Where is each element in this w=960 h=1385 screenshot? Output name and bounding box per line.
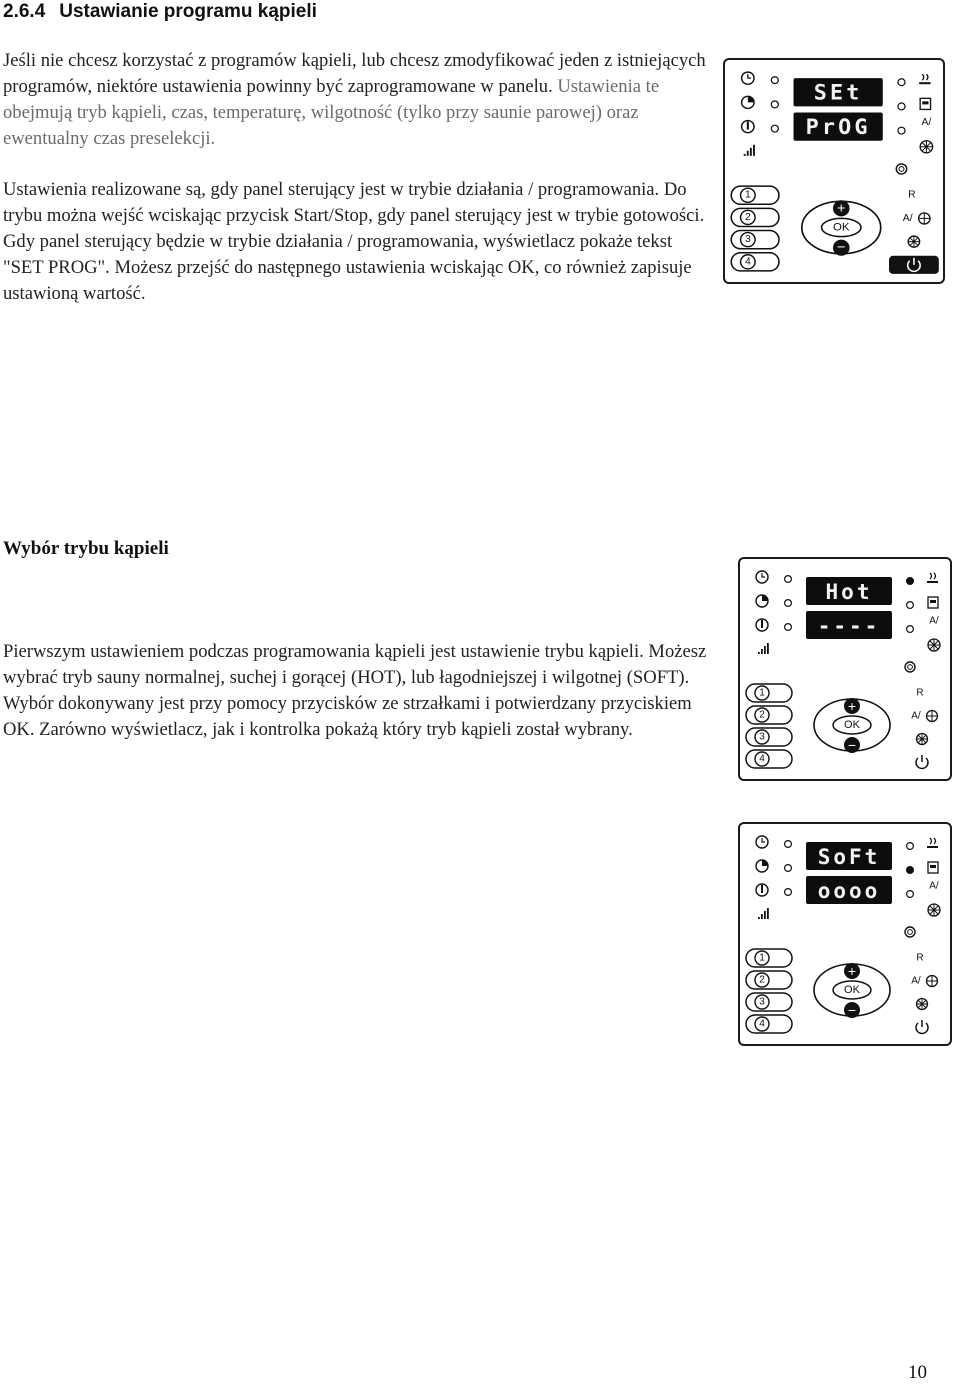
power-icon [916,755,928,768]
mode-led [907,843,914,850]
auto-label: A/ [929,880,939,892]
lcd-bottom-text: oooo [817,879,881,903]
auto-label: A/ [921,117,932,128]
power-icon [916,1020,928,1033]
plus-label: + [847,698,857,714]
section-title: Ustawianie programu kąpieli [59,1,317,22]
program-button-label: 1 [759,952,765,964]
fan-icon [927,711,938,722]
program-button-2[interactable] [746,706,792,724]
ok-button[interactable] [833,981,871,999]
section-heading [3,0,317,24]
mode-led [907,867,914,874]
plus-button[interactable] [833,200,850,216]
mode-led [898,127,905,134]
thermometer-icon [742,121,754,133]
reset-button[interactable] [908,190,915,201]
mode-led [907,891,914,898]
program-button-label: 2 [759,974,765,986]
minus-label: − [847,737,857,753]
program-button-label: 1 [744,189,751,201]
ok-label: OK [833,221,850,234]
ok-label: OK [844,984,860,996]
plus-label: + [847,963,857,979]
light-icon [905,662,915,672]
power-button[interactable] [916,755,928,768]
ok-label: OK [844,719,860,731]
steam-icon [919,74,930,84]
auto-fan-label: A/ [911,975,921,987]
ok-button-cluster[interactable] [814,963,890,1018]
lcd-display [794,78,883,141]
reset-label: R [916,687,924,699]
light-button[interactable] [908,236,919,247]
panel-group [746,836,940,1033]
program-button-3[interactable] [746,728,792,746]
fan-icon [927,976,938,987]
minus-button[interactable] [844,737,860,753]
mode-led [907,578,914,585]
light-button[interactable] [917,734,928,745]
minus-label: − [837,239,846,256]
mode-led [907,602,914,609]
control-panel-hot [738,557,952,781]
auto-fan-button[interactable] [911,711,937,722]
program-button-label: 2 [759,709,765,721]
plus-button[interactable] [844,698,860,714]
steam-icon [927,838,938,848]
lcd-top-text: SoFt [817,845,881,869]
light-icon [905,927,915,937]
auto-fan-button[interactable] [903,213,930,224]
lcd-top-text: SEt [813,80,863,106]
light-icon [896,164,906,174]
program-button-label: 4 [744,256,751,268]
minus-button[interactable] [844,1002,860,1018]
program-button-label: 3 [759,996,765,1008]
humidity-bars-icon [758,643,769,654]
light-icon [917,999,928,1010]
indicator-led [785,600,792,607]
mode-led [907,626,914,633]
timer-icon [742,96,754,108]
fan-icon [928,639,940,651]
reset-button[interactable] [916,688,923,699]
thermometer-icon [756,619,768,631]
power-button[interactable] [916,1020,928,1033]
mode-led [898,103,905,110]
humidity-bars-icon [744,145,755,156]
program-button-4[interactable] [731,253,779,271]
ok-button-cluster[interactable] [802,200,881,256]
program-button-label: 2 [744,211,751,223]
auto-fan-label: A/ [911,710,921,722]
program-button-label: 4 [759,1018,765,1030]
sauna-icon [928,862,938,873]
light-icon [908,236,919,247]
lcd-top-text: Hot [825,580,873,604]
indicator-led [771,77,778,84]
control-panel-soft [738,822,952,1046]
minus-button[interactable] [833,240,850,256]
program-button-2[interactable] [731,208,779,226]
sauna-icon [920,98,930,109]
auto-label: A/ [929,615,939,627]
lcd-display [806,842,892,904]
panel-group [731,72,939,274]
minus-label: − [847,1002,857,1018]
clock-icon [742,72,754,84]
mode-led [898,79,905,86]
program-button-4[interactable] [746,750,792,768]
lcd-display [806,577,892,639]
program-button-3[interactable] [746,993,792,1011]
indicator-led [785,865,792,872]
indicator-led [785,624,792,631]
ok-button-cluster[interactable] [814,698,890,753]
timer-icon [756,595,768,607]
panel-drawing [740,559,950,779]
timer-icon [756,860,768,872]
indicator-led [785,841,792,848]
ok-button[interactable] [833,716,871,734]
bath-mode-paragraph: Pierwszym ustawieniem podczas programowania kąpieli jest ustawienie trybu kąpieli. Możesz wybrać tryb sauny normalnej, suchej i gorącej (HOT), lub łagodniejszej i wilgotnej (SOFT). Wybór dokonywany jest przy pomocy przycisków ze strzałkami i potwierdzany przyciskiem OK. Zarówno wyświetlacz, jak i kontrolka pokażą który tryb kąpieli został wybrany. [3,641,707,740]
reset-label: R [916,952,924,964]
power-button[interactable] [889,256,939,274]
indicator-led [785,576,792,583]
plus-label: + [837,200,846,217]
steam-icon [927,573,938,583]
program-button-2[interactable] [746,971,792,989]
auto-fan-button[interactable] [911,976,937,987]
program-button-label: 4 [759,753,765,765]
program-button-1[interactable] [746,949,792,967]
program-button-label: 3 [744,234,751,246]
light-button[interactable] [917,999,928,1010]
intro-text: Jeśli nie chcesz korzystać z programów kąpieli, lub chcesz zmodyfikować jeden z istniejących programów, niektóre ustawienia powinny być zaprogramowane w panelu. [3,50,706,97]
reset-label: R [908,189,916,201]
program-button-label: 1 [759,687,765,699]
fan-icon [928,904,940,916]
section-number: 2.6.4 [3,1,46,22]
sauna-icon [928,597,938,608]
clock-icon [756,836,768,848]
program-button-3[interactable] [731,231,779,249]
plus-button[interactable] [844,963,860,979]
intro-paragraph [3,48,708,152]
ok-button[interactable] [822,218,861,236]
indicator-led [785,889,792,896]
intro-text-gray: Ustawienia te obejmują tryb kąpieli, czas, temperaturę, wilgotność (tylko przy saunie parowej) oraz ewentualny czas preselekcji. [3,76,660,149]
reset-button[interactable] [916,953,923,964]
thermometer-icon [756,884,768,896]
light-icon [917,734,928,745]
indicator-led [771,101,778,108]
fan-icon [919,213,930,224]
program-button-1[interactable] [731,186,779,204]
panel-drawing [725,60,943,282]
auto-fan-label: A/ [902,213,913,224]
bath-mode-heading: Wybór trybu kąpieli [3,538,169,559]
humidity-bars-icon [758,908,769,919]
page-number: 10 [908,1362,927,1383]
panel-drawing [740,824,950,1044]
clock-icon [756,571,768,583]
control-panel-set-prog [723,58,945,284]
panel-group [746,571,940,768]
indicator-led [771,125,778,132]
programming-paragraph: Ustawienia realizowane są, gdy panel sterujący jest w trybie działania / programowania. Do trybu można wejść wciskając przycisk Start/Stop, gdy panel sterujący jest w trybie gotowości. Gdy panel sterujący będzie w trybie działania / programowania, wyświetlacz pokaże tekst "SET PROG". Możesz przejść do następnego ustawienia wciskając OK, co również zapisuje ustawioną wartość. [3,179,705,304]
lcd-bottom-text: PrOG [805,115,871,140]
fan-icon [920,141,932,153]
program-button-label: 3 [759,731,765,743]
program-button-4[interactable] [746,1015,792,1033]
program-button-1[interactable] [746,684,792,702]
lcd-bottom-text: ---- [817,614,881,638]
